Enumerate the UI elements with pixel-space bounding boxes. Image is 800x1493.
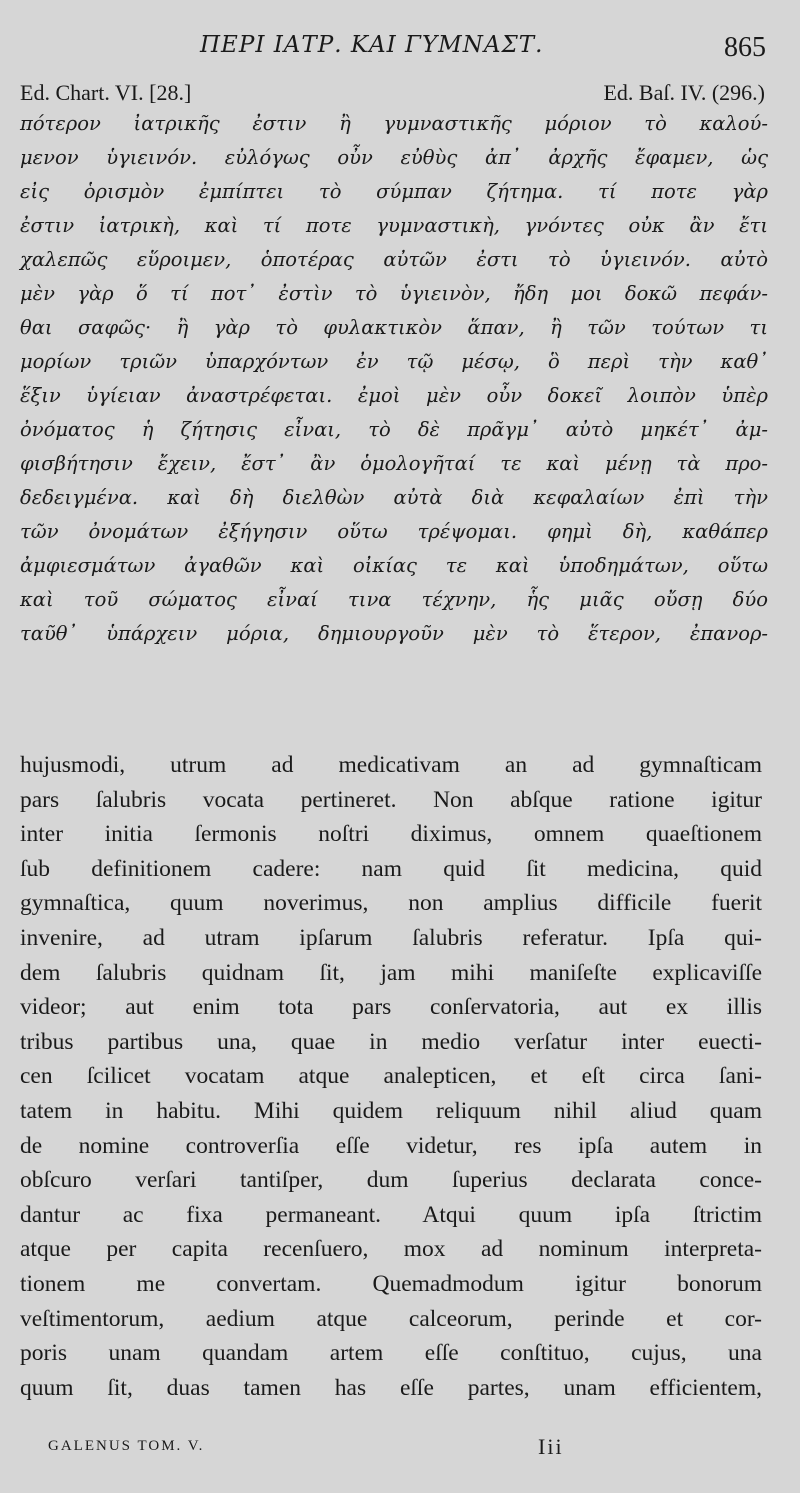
greek-line: φισβήτησιν ἔχειν, ἔστ᾽ ἂν ὁμολογῆταί τε καὶ μένῃ τὰ προ- [20, 452, 768, 475]
edition-basel: Ed. Baſ. IV. (296.) [603, 80, 765, 105]
greek-line: χαλεπῶς εὕροιμεν, ὁποτέρας αὐτῶν ἐστι τὸ ὑγιεινόν. αὐτὸ [20, 248, 768, 271]
running-head [0, 32, 800, 64]
greek-line: πότερον ἰατρικῆς ἐστιν ἢ γυμναστικῆς μόριον τὸ καλού- [20, 112, 768, 135]
edition-chartier: Ed. Chart. VI. [28.] [20, 80, 192, 105]
greek-line: μενον ὑγιεινόν. εὐλόγως οὖν εὐθὺς ἀπ᾽ ἀρχῆς ἔφαμεν, ὡς [20, 146, 768, 169]
latin-line: tribus partibus una, quae in medio verſatur inter euecti- [20, 1028, 762, 1055]
latin-line: inter initia ſermonis noſtri diximus, omnem quaeſtionem [20, 821, 762, 848]
gathering-signature: Iii [538, 1434, 564, 1459]
latin-line: hujusmodi, utrum ad medicativam an ad gymnaſticam [20, 752, 762, 778]
latin-line: quum ſit, duas tamen has eſſe partes, unam efficientem, [20, 1374, 762, 1401]
latin-line: invenire, ad utram ipſarum ſalubris referatur. Ipſa qui- [20, 924, 762, 951]
latin-line: veſtimentorum, aedium atque calceorum, perinde et cor- [20, 1305, 762, 1332]
latin-line: ſub definitionem cadere: nam quid ſit medicina, quid [20, 855, 762, 882]
latin-line: obſcuro verſari tantiſper, dum ſuperius declarata conce- [20, 1167, 762, 1194]
latin-text [20, 748, 762, 1405]
greek-line: καὶ τοῦ σώματος εἶναί τινα τέχνην, ἧς μιᾶς οὔσῃ δύο [20, 588, 768, 611]
greek-line: τῶν ὀνομάτων ἐξήγησιν οὕτω τρέψομαι. φημὶ δὴ, καθάπερ [20, 520, 768, 543]
greek-line: δεδειγμένα. καὶ δὴ διελθὼν αὐτὰ διὰ κεφαλαίων ἐπὶ τὴν [20, 486, 768, 509]
page-number: 865 [724, 32, 766, 63]
greek-line: ὀνόματος ἡ ζήτησις εἶναι, τὸ δὲ πρᾶγμ᾽ αὐτὸ μηκέτ᾽ ἀμ- [20, 418, 768, 441]
greek-line: μὲν γὰρ ὅ τί ποτ᾽ ἐστὶν τὸ ὑγιεινὸν, ἤδη μοι δοκῶ πεφάν- [20, 282, 768, 305]
greek-text [20, 107, 768, 651]
greek-line: ταῦθ᾽ ὑπάρχειν μόρια, δημιουργοῦν μὲν τὸ ἕτερον, ἐπανορ- [20, 622, 768, 645]
latin-line: tatem in habitu. Mihi quidem reliquum nihil aliud quam [20, 1097, 762, 1124]
latin-line: dantur ac fixa permaneant. Atqui quum ipſa ſtrictim [20, 1201, 762, 1228]
latin-line: poris unam quandam artem eſſe conſtituo, cujus, una [20, 1340, 762, 1367]
latin-line: cen ſcilicet vocatam atque analepticen, et eſt circa ſani- [20, 1063, 762, 1090]
greek-line: ἐστιν ἰατρικὴ, καὶ τί ποτε γυμναστικὴ, γνόντες οὐκ ἂν ἔτι [20, 214, 768, 237]
latin-line: gymnaſtica, quum noverimus, non amplius difficile fuerit [20, 890, 762, 917]
volume-signature: GALENUS TOM. V. [48, 1438, 205, 1454]
latin-line: tionem me convertam. Quemadmodum igitur bonorum [20, 1270, 762, 1297]
latin-line: de nomine controverſia eſſe videtur, res ipſa autem in [20, 1132, 762, 1159]
latin-line: dem ſalubris quidnam ſit, jam mihi maniſeſte explicaviſſe [20, 959, 762, 986]
greek-line: ἀμφιεσμάτων ἀγαθῶν καὶ οἰκίας τε καὶ ὑποδημάτων, οὕτω [20, 554, 768, 577]
running-title: ΠΕΡΙ ΙΑΤΡ. ΚΑΙ ΓΥΜΝΑΣΤ. [200, 32, 544, 58]
greek-line: θαι σαφῶς· ἢ γὰρ τὸ φυλακτικὸν ἅπαν, ἢ τῶν τούτων τι [20, 316, 768, 339]
latin-line: atque per capita recenſuero, mox ad nominum interpreta- [20, 1236, 762, 1263]
greek-line: ἕξιν ὑγίειαν ἀναστρέφεται. ἐμοὶ μὲν οὖν δοκεῖ λοιπὸν ὑπὲρ [20, 384, 768, 407]
edition-references [20, 80, 765, 110]
greek-line: εἰς ὁρισμὸν ἐμπίπτει τὸ σύμπαν ζήτημα. τί ποτε γὰρ [20, 180, 768, 203]
latin-line: pars ſalubris vocata pertineret. Non abſque ratione igitur [20, 786, 762, 813]
greek-line: μορίων τριῶν ὑπαρχόντων ἐν τῷ μέσῳ, ὃ περὶ τὴν καθ᾽ [20, 350, 768, 373]
latin-line: videor; aut enim tota pars conſervatoria, aut ex illis [20, 994, 762, 1021]
page-footer [48, 1434, 608, 1464]
